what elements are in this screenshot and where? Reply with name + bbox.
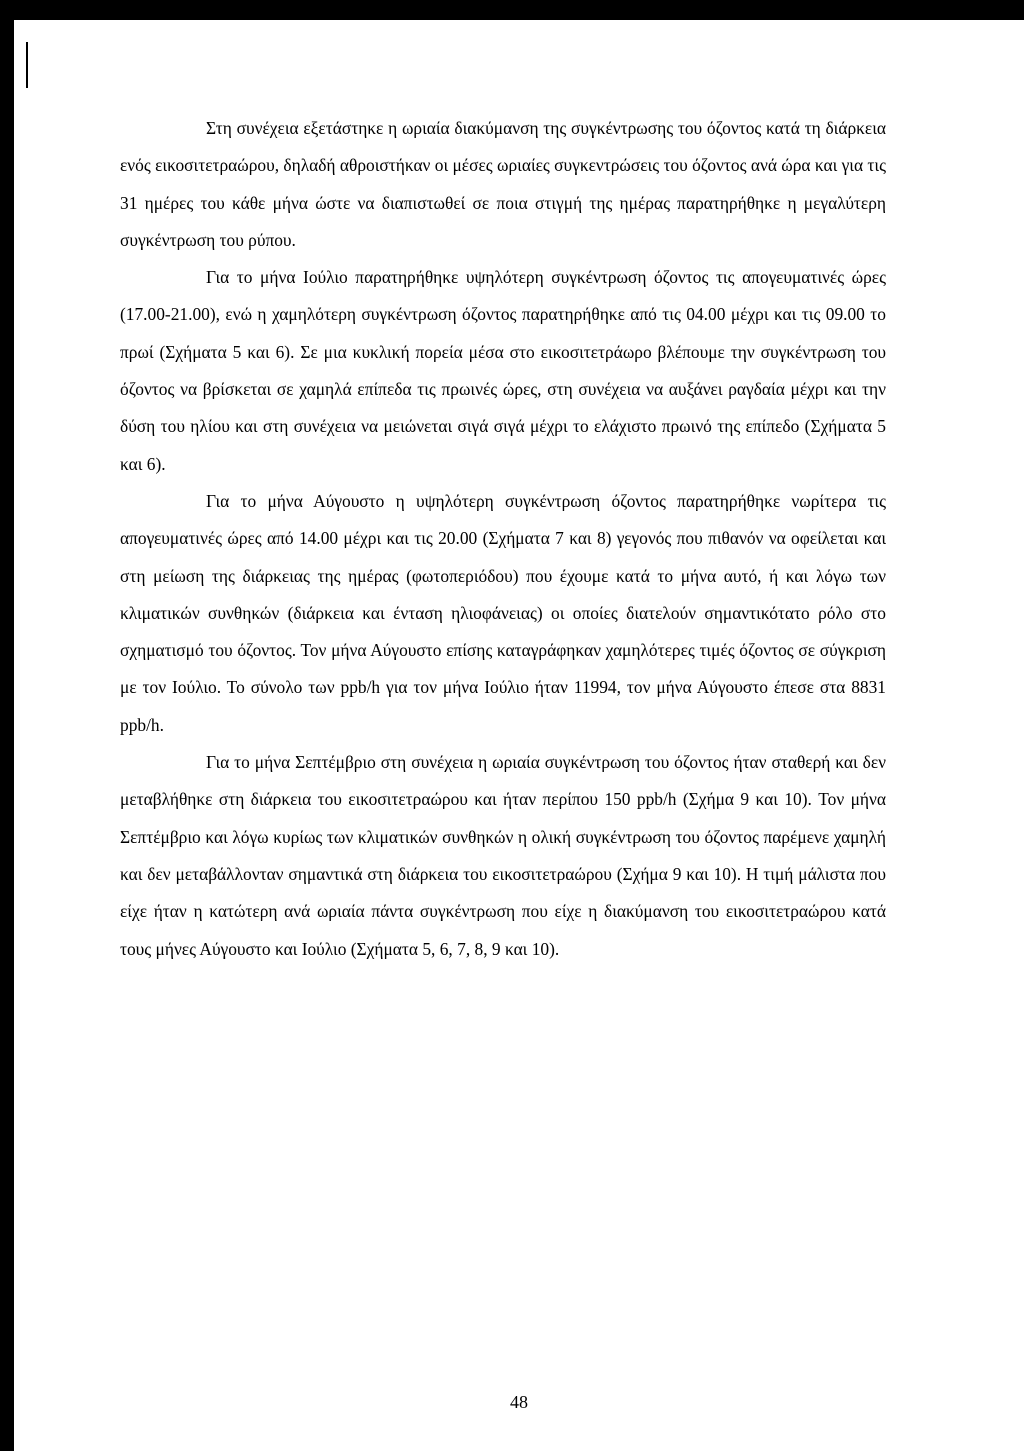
paragraph-august: Για το μήνα Αύγουστο η υψηλότερη συγκέντρωση όζοντος παρατηρήθηκε νωρίτερα τις απογευματινές ώρες από 14.00 μέχρι και τις 20.00 (Σχήματα 7 και 8) γεγονός που πιθανόν να οφείλεται και στη μείωση της διάρκειας της ημέρας (φωτοπεριόδου) που έχουμε κατά το μήνα αυτό, ή και λόγω των κλιματικών συνθηκών (διάρκεια και ένταση ηλιοφάνειας) οι οποίες διατελούν σημαντικότατο ρόλο στο σχηματισμό του όζοντος. Τον μήνα Αύγουστο επίσης καταγράφηκαν χαμηλότερες τιμές όζοντος σε σύγκριση με τον Ιούλιο. Το σύνολο των ppb/h για τον μήνα Ιούλιο ήταν 11994, τον μήνα Αύγουστο έπεσε στα 8831 ppb/h. [120, 490, 886, 735]
body-text [120, 110, 886, 968]
paragraph-hourly-variation: Στη συνέχεια εξετάστηκε η ωριαία διακύμανση της συγκέντρωσης του όζοντος κατά τη διάρκεια ενός εικοσιτετραώρου, δηλαδή αθροιστήκαν οι μέσες ωριαίες συγκεντρώσεις του όζοντος ανά ώρα και για τις 31 ημέρες του κάθε μήνα ώστε να διαπιστωθεί σε ποια στιγμή της ημέρας παρατηρήθηκε η μεγαλύτερη συγκέντρωση του ρύπου. [120, 118, 886, 250]
paragraph-september: Για το μήνα Σεπτέμβριο στη συνέχεια η ωριαία συγκέντρωση του όζοντος ήταν σταθερή και δεν μεταβλήθηκε στη διάρκεια του εικοσιτετραώρου και ήταν περίπου 150 ppb/h (Σχήμα 9 και 10). Τον μήνα Σεπτέμβριο και λόγω κυρίως των κλιματικών συνθηκών η ολική συγκέντρωση του όζοντος παρέμενε χαμηλή και δεν μεταβάλλονταν σημαντικά στη διάρκεια του εικοσιτετραώρου (Σχήμα 9 και 10). Η τιμή μάλιστα που είχε ήταν η κατώτερη ανά ωριαία πάντα συγκέντρωση που είχε η διακύμανση του εικοσιτετραώρου κατά τους μήνες Αύγουστο και Ιούλιο (Σχήματα 5, 6, 7, 8, 9 και 10). [120, 752, 886, 959]
page-number: 48 [510, 1392, 528, 1412]
paragraph-july: Για το μήνα Ιούλιο παρατηρήθηκε υψηλότερη συγκέντρωση όζοντος τις απογευματινές ώρες (17.00-21.00), ενώ η χαμηλότερη συγκέντρωση όζοντος παρατηρήθηκε από τις 04.00 μέχρι και τις 09.00 το πρωί (Σχήματα 5 και 6). Σε μια κυκλική πορεία μέσα στο εικοσιτετράωρο βλέπουμε την συγκέντρωση του όζοντος να βρίσκεται σε χαμηλά επίπεδα τις πρωινές ώρες, στη συνέχεια να αυξάνει ραγδαία μέχρι και την δύση του ηλίου και στη συνέχεια να μειώνεται σιγά σιγά μέχρι το ελάχιστο πρωινό της επίπεδο (Σχήματα 5 και 6). [120, 267, 886, 474]
scan-edge-mark [26, 42, 28, 88]
document-page [14, 20, 1024, 1451]
